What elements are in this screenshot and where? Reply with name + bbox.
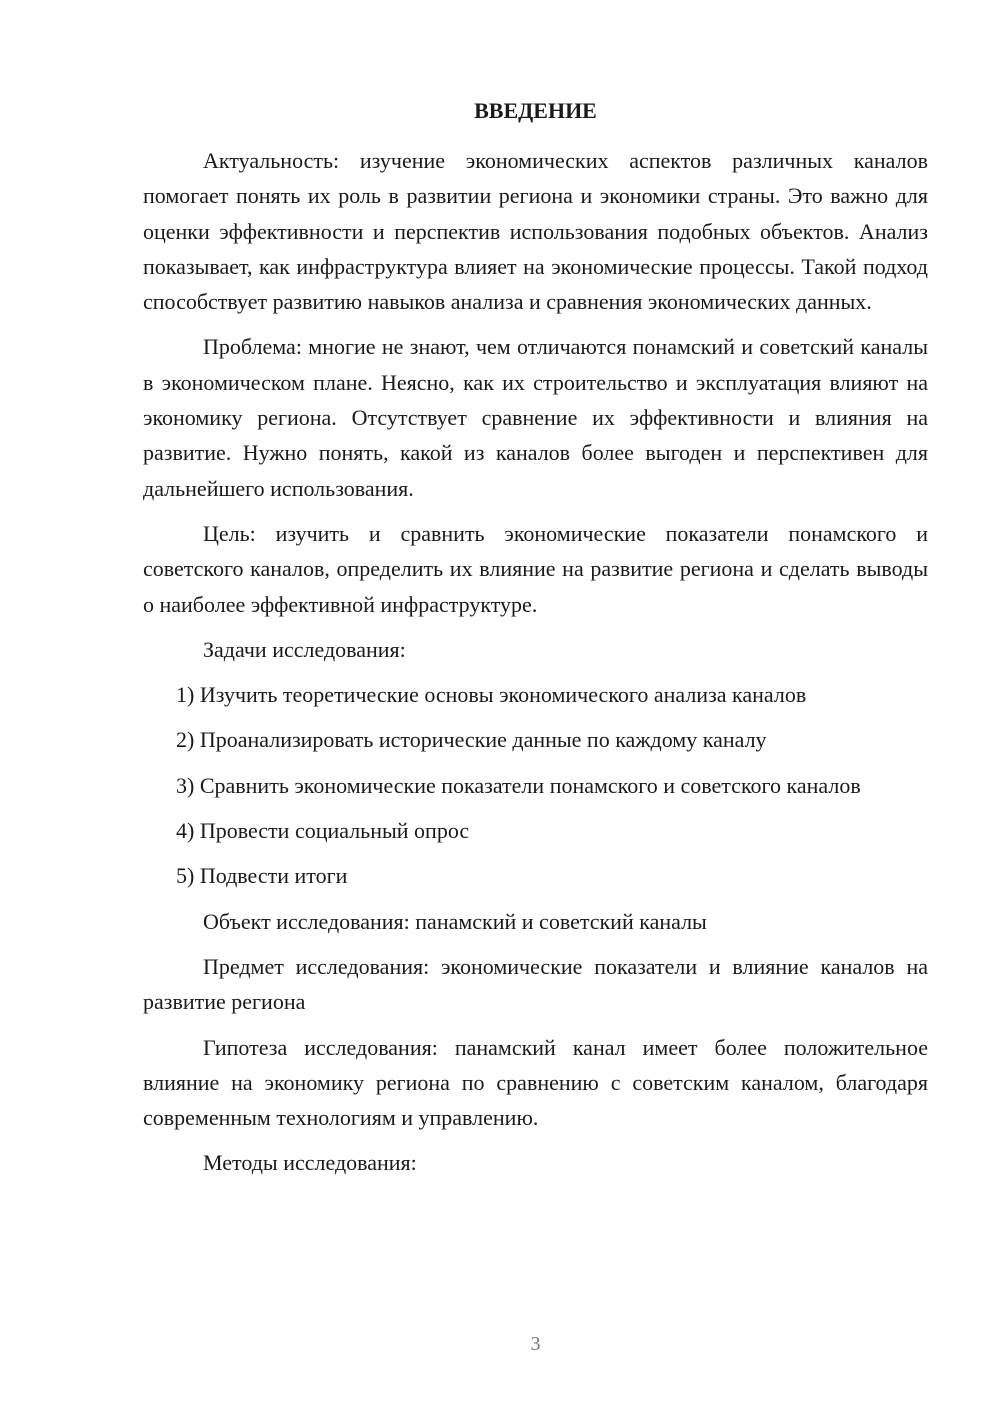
problem-paragraph: Проблема: многие не знают, чем отличаются понамский и советский каналы в экономическом плане. Неясно, как их строительство и эксплуатация влияют на экономику региона. Отсутствует сравнение их эффективности и влияния на развитие. Нужно понять, какой из каналов более выгоден и перспективен для дальнейшего использования. — [143, 334, 928, 501]
hypothesis-paragraph: Гипотеза исследования: панамский канал имеет более положительное влияние на экономику региона по сравнению с советским каналом, благодаря современным технологиям и управлению. — [143, 1034, 928, 1131]
task-item: 2) Проанализировать исторические данные по каждому каналу — [176, 727, 767, 753]
relevance-paragraph: Актуальность: изучение экономических аспектов различных каналов помогает понять их роль в развитии региона и экономики страны. Это важно для оценки эффективности и перспектив использования подобных объектов. Анализ показывает, как инфраструктура влияет на экономические процессы. Такой подход способствует развитию навыков анализа и сравнения экономических данных. — [143, 148, 928, 315]
methods-paragraph: Методы исследования: — [203, 1150, 417, 1176]
task-item: 4) Провести социальный опрос — [176, 818, 470, 844]
page-title: ВВЕДЕНИЕ — [474, 98, 597, 123]
object-paragraph: Объект исследования: панамский и советский каналы — [203, 908, 707, 934]
tasks-heading: Задачи исследования: — [203, 636, 406, 662]
task-item: 1) Изучить теоретические основы экономического анализа каналов — [176, 682, 807, 708]
page-number: 3 — [530, 1333, 541, 1355]
document-body — [143, 143, 928, 1191]
task-item: 3) Сравнить экономические показатели понамского и советского каналов — [176, 772, 861, 798]
goal-paragraph: Цель: изучить и сравнить экономические показатели понамского и советского каналов, определить их влияние на развитие региона и сделать выводы о наиболее эффективной инфраструктуре. — [143, 520, 928, 617]
task-item: 5) Подвести итоги — [176, 863, 348, 889]
subject-paragraph: Предмет исследования: экономические показатели и влияние каналов на развитие региона — [143, 953, 928, 1015]
